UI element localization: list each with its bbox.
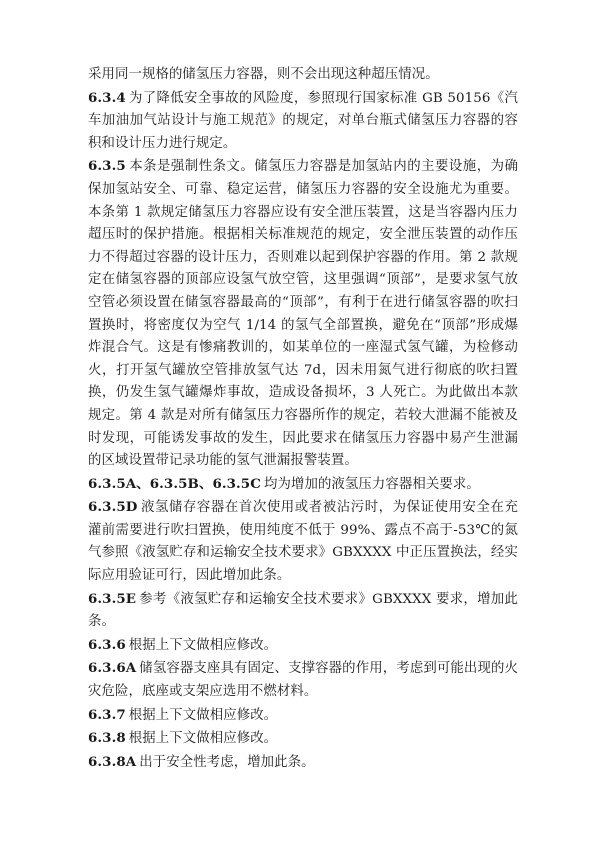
clause-number: 6.3.5E	[88, 590, 137, 607]
clause-6-3-4	[88, 87, 518, 156]
clause-text: 参考《液氢贮存和运输安全技术要求》GBXXXX 要求，增加此条。	[88, 591, 518, 630]
clause-number: 6.3.6	[88, 636, 126, 653]
clause-6-3-5d	[88, 496, 518, 587]
clause-6-3-6a	[88, 657, 518, 703]
clause-text: 均为增加的液氢压力容器相关要求。	[263, 476, 480, 492]
clause-number: 6.3.8	[88, 730, 126, 747]
clause-text: 液氢储存容器在首次使用或者被沾污时，为保证使用安全在充灌前需要进行吹扫置换，使用纯度不低于 99%、露点不高于-53℃的氮气参照《液氢贮存和运输安全技术要求》GBXXXX 中正压置换法，经实际应用验证可行，因此增加此条。	[88, 500, 518, 584]
clause-6-3-5abc	[88, 473, 518, 497]
clause-6-3-8	[88, 727, 518, 751]
paragraph-text: 采用同一规格的储氢压力容器，则不会出现这种超压情况。	[88, 67, 439, 82]
clause-6-3-5	[88, 155, 518, 472]
clause-text: 储氢容器支座具有固定、支撑容器的作用，考虑到可能出现的火灾危险，底座或支架应选用不燃材料。	[88, 661, 518, 700]
document-body	[88, 64, 518, 774]
clause-number: 6.3.6A	[88, 660, 137, 677]
clause-text: 出于安全性考虑，增加此条。	[139, 754, 315, 770]
clause-text: 为了降低安全事故的风险度，参照现行国家标准 GB 50156《汽车加油加气站设计与施工规范》的规定，对单台瓶式储氢压力容器的容积和设计压力进行规定。	[88, 90, 518, 151]
clause-6-3-7	[88, 704, 518, 728]
clause-text: 本条是强制性条文。储氢压力容器是加氢站内的主要设施，为确保加氢站安全、可靠、稳定运营，储氢压力容器的安全设施尤为重要。本条第 1 款规定储氢压力容器应设有安全泄压装置，这是当容器内压力超压时的保护措施。根据相关标准规范的规定，安全泄压装置的动作压力不得超过容器的设计压力，否则难以起到保护容器的作用。第 2 款规定在储氢容器的顶部应设氢气放空管，这里强调“顶部”，是要求氢气放空管必须设置在储氢容器最高的“顶部”，有利于在进行储氢容器的吹扫置换时，将密度仅为空气 1/14 的氢气全部置换，避免在“顶部”形成爆炸混合气。这是有惨痛教训的，如某单位的一座湿式氢气罐，为检修动火，打开氢气罐放空管排放氢气达 7d，因未用氮气进行彻底的吹扫置换，仍发生氢气罐爆炸事故，造成设备损坏，3 人死亡。为此做出本款规定。第 4 款是对所有储氢压力容器所作的规定，若较大泄漏不能被及时发现，可能诱发事故的发生，因此要求在储氢压力容器中易产生泄漏的区域设置带记录功能的氢气泄漏报警装置。	[88, 159, 518, 469]
clause-6-3-6	[88, 634, 518, 658]
clause-number: 6.3.5	[88, 158, 126, 175]
clause-number: 6.3.4	[88, 89, 126, 106]
clause-number: 6.3.7	[88, 706, 126, 723]
clause-text: 根据上下文做相应修改。	[128, 707, 278, 723]
clause-6-3-5e	[88, 588, 518, 634]
clause-number: 6.3.8A	[88, 753, 137, 770]
clause-number: 6.3.5A、6.3.5B、6.3.5C	[88, 475, 261, 492]
clause-number: 6.3.5D	[88, 499, 138, 516]
clause-6-3-8a	[88, 751, 518, 775]
paragraph-continuation	[88, 64, 518, 87]
clause-text: 根据上下文做相应修改。	[128, 731, 278, 747]
clause-text: 根据上下文做相应修改。	[128, 637, 278, 653]
